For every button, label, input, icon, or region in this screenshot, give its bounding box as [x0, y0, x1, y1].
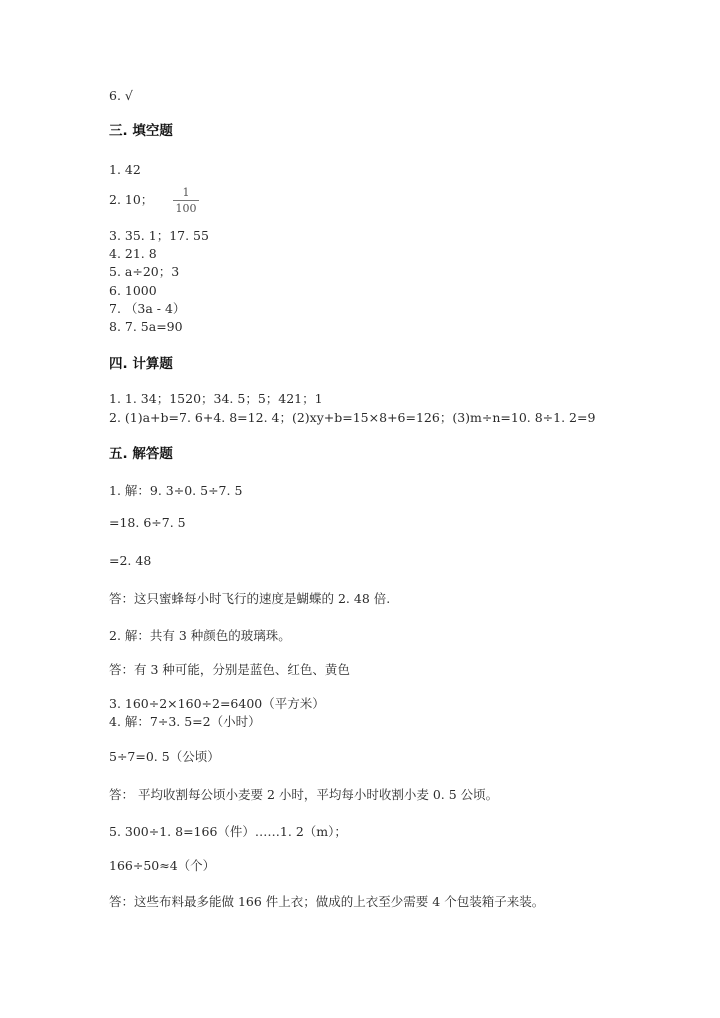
answer-line: 8. 7. 5a=90	[109, 319, 183, 334]
fraction	[173, 186, 199, 215]
answer-line: 1. 1. 34；1520；34. 5；5；421；1	[109, 391, 323, 406]
section-heading: 三. 填空题	[109, 123, 173, 139]
answer-line: 2. 10；	[109, 192, 154, 207]
answer-line: =18. 6÷7. 5	[109, 515, 186, 530]
answer-line: 3. 35. 1；17. 55	[109, 228, 209, 243]
section-heading: 五. 解答题	[109, 446, 173, 462]
answer-line: 5. a÷20；3	[109, 264, 180, 279]
answer-line: 2. 解：共有 3 种颜色的玻璃珠。	[109, 628, 291, 643]
answer-line: 5. 300÷1. 8=166（件）……1. 2（m）；	[109, 824, 347, 839]
fraction-numerator: 1	[182, 186, 190, 199]
fraction-bar	[173, 200, 199, 201]
answer-line: 答： 平均收割每公顷小麦要 2 小时，平均每小时收割小麦 0. 5 公顷。	[109, 787, 499, 802]
answer-line: 166÷50≈4（个）	[109, 858, 216, 873]
answer-line: 答：这只蜜蜂每小时飞行的速度是蝴蝶的 2. 48 倍.	[109, 591, 391, 606]
fraction-denominator: 100	[175, 202, 197, 215]
answer-line: 2. (1)a+b=7. 6+4. 8=12. 4；(2)xy+b=15×8+6=126；(3)m÷n=10. 8÷1. 2=9	[109, 410, 596, 425]
answer-line: 答：这些布料最多能做 166 件上衣；做成的上衣至少需要 4 个包装箱子来装。	[109, 894, 545, 909]
answer-line: 3. 160÷2×160÷2=6400（平方米）	[109, 696, 325, 711]
answer-line: =2. 48	[109, 553, 152, 568]
answer-line: 1. 42	[109, 162, 141, 177]
section-heading: 四. 计算题	[109, 356, 173, 372]
answer-line: 6. √	[109, 88, 133, 103]
answer-line: 6. 1000	[109, 283, 157, 298]
answer-line: 4. 解：7÷3. 5=2（小时）	[109, 714, 261, 729]
answer-line: 7. （3a - 4）	[109, 301, 186, 316]
answer-line: 1. 解：9. 3÷0. 5÷7. 5	[109, 483, 243, 498]
answer-line: 答：有 3 种可能，分别是蓝色、红色、黄色	[109, 662, 350, 677]
answer-line: 4. 21. 8	[109, 246, 157, 261]
answer-line: 5÷7=0. 5（公顷）	[109, 749, 220, 764]
